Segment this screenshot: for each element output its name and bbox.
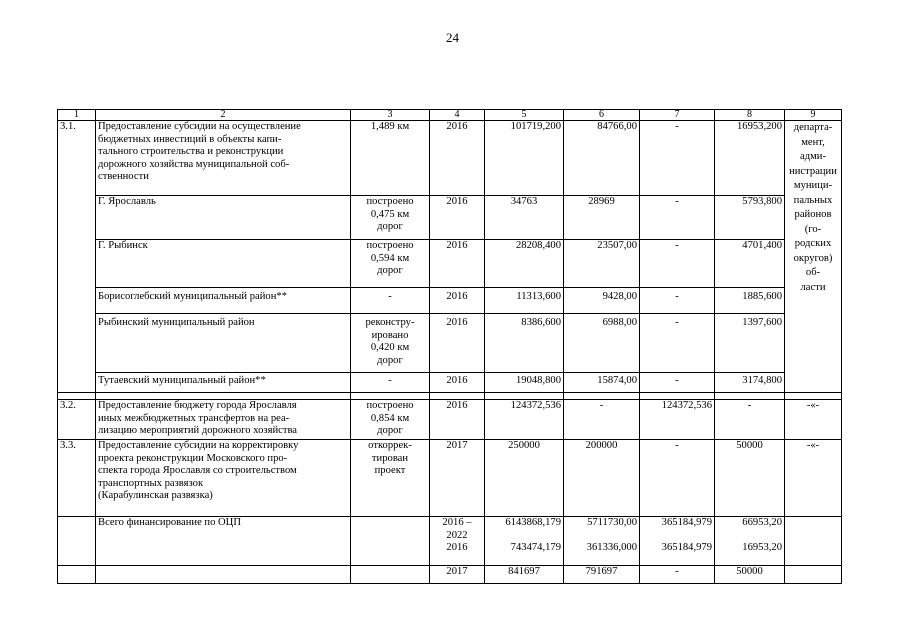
indicator: - (351, 373, 430, 393)
municipality-name: Тутаевский муниципальный район** (96, 373, 351, 393)
municipality-name: Г. Ярославль (96, 196, 351, 240)
header-cell: 3 (351, 110, 430, 121)
federal-amount: - (640, 121, 715, 196)
header-cell: 9 (785, 110, 842, 121)
federal-amount: - (640, 373, 715, 393)
regional-amount: 28969 (564, 196, 640, 240)
financing-table (57, 109, 842, 584)
header-cell: 4 (430, 110, 485, 121)
table-row-tutaev (58, 373, 842, 393)
total-amount: 19048,800 (485, 373, 564, 393)
indicator: реконстру- ировано 0,420 км дорог (351, 314, 430, 373)
total-amount: 101719,200 (485, 121, 564, 196)
regional-amount: 791697 (564, 566, 640, 584)
local-amount: 16953,200 (715, 121, 785, 196)
federal-amount: - (640, 240, 715, 288)
executor: департа- мент, адми- нистрации муници- пальных районов (го- родских округов) об- ласти (785, 121, 842, 393)
year: 2017 (430, 566, 485, 584)
year: 2016 (430, 196, 485, 240)
total-amount: 34763 (485, 196, 564, 240)
year: 2016 (430, 400, 485, 440)
regional-amount: - (564, 400, 640, 440)
table-row-3-3 (58, 440, 842, 517)
header-cell: 1 (58, 110, 96, 121)
total-label: Всего финансирование по ОЦП (96, 517, 351, 566)
local-amount: 1885,600 (715, 288, 785, 314)
table-row-3-2 (58, 400, 842, 440)
header-cell: 5 (485, 110, 564, 121)
indicator: построено 0,475 км дорог (351, 196, 430, 240)
federal-amount: 124372,536 (640, 400, 715, 440)
table-row-rybinsk (58, 240, 842, 288)
table-row-yaroslavl (58, 196, 842, 240)
municipality-name: Борисоглебский муниципальный район** (96, 288, 351, 314)
header-cell: 8 (715, 110, 785, 121)
executor: -«- (785, 400, 842, 440)
total-amount: 6143868,179 743474,179 (485, 517, 564, 566)
local-amount: 50000 (715, 440, 785, 517)
header-cell: 6 (564, 110, 640, 121)
regional-amount: 84766,00 (564, 121, 640, 196)
total-amount: 28208,400 (485, 240, 564, 288)
municipality-name: Рыбинский муниципальный район (96, 314, 351, 373)
indicator: - (351, 288, 430, 314)
table-row-borisoglebsk (58, 288, 842, 314)
table-row-3-1 (58, 121, 842, 196)
total-amount: 124372,536 (485, 400, 564, 440)
local-amount: 4701,400 (715, 240, 785, 288)
regional-amount: 200000 (564, 440, 640, 517)
separator-row (58, 393, 842, 400)
item-description: Предоставление бюджету города Ярославля иных межбюджетных трансфертов на реа- лизацию мероприятий дорожного хозяйства (96, 400, 351, 440)
municipality-name: Г. Рыбинск (96, 240, 351, 288)
total-amount: 11313,600 (485, 288, 564, 314)
header-cell: 2 (96, 110, 351, 121)
local-amount: 66953,20 16953,20 (715, 517, 785, 566)
year: 2016 (430, 314, 485, 373)
item-number: 3.3. (58, 440, 96, 517)
year: 2016 (430, 373, 485, 393)
local-amount: 5793,800 (715, 196, 785, 240)
federal-amount: - (640, 288, 715, 314)
year: 2017 (430, 440, 485, 517)
item-number: 3.1. (58, 121, 96, 393)
header-cell: 7 (640, 110, 715, 121)
federal-amount: - (640, 440, 715, 517)
table-row-rybinsk-district (58, 314, 842, 373)
year: 2016 (430, 240, 485, 288)
item-description: Предоставление субсидии на корректировку проекта реконструкции Московского про- спекта города Ярославля со строительством транспортных развязок (Карабулинская развязка) (96, 440, 351, 517)
federal-amount: - (640, 314, 715, 373)
table-row-total (58, 517, 842, 566)
header-row (58, 110, 842, 121)
item-description: Предоставление субсидии на осуществление бюджетных инвестиций в объекты капи- тального строительства и реконструкции дорожного хозяйства муниципальной соб- ственности (96, 121, 351, 196)
total-amount: 8386,600 (485, 314, 564, 373)
local-amount: 3174,800 (715, 373, 785, 393)
regional-amount: 5711730,00 361336,000 (564, 517, 640, 566)
page-number: 24 (446, 30, 459, 45)
local-amount: - (715, 400, 785, 440)
federal-amount: - (640, 196, 715, 240)
indicator: построено 0,854 км дорог (351, 400, 430, 440)
table-row-2017 (58, 566, 842, 584)
federal-amount: 365184,979 365184,979 (640, 517, 715, 566)
year: 2016 (430, 121, 485, 196)
regional-amount: 15874,00 (564, 373, 640, 393)
year: 2016 – 2022 2016 (430, 517, 485, 566)
indicator: откоррек- тирован проект (351, 440, 430, 517)
indicator: 1,489 км (351, 121, 430, 196)
regional-amount: 9428,00 (564, 288, 640, 314)
executor: -«- (785, 440, 842, 517)
year: 2016 (430, 288, 485, 314)
item-number: 3.2. (58, 400, 96, 440)
federal-amount: - (640, 566, 715, 584)
local-amount: 50000 (715, 566, 785, 584)
regional-amount: 23507,00 (564, 240, 640, 288)
indicator: построено 0,594 км дорог (351, 240, 430, 288)
regional-amount: 6988,00 (564, 314, 640, 373)
total-amount: 250000 (485, 440, 564, 517)
local-amount: 1397,600 (715, 314, 785, 373)
total-amount: 841697 (485, 566, 564, 584)
